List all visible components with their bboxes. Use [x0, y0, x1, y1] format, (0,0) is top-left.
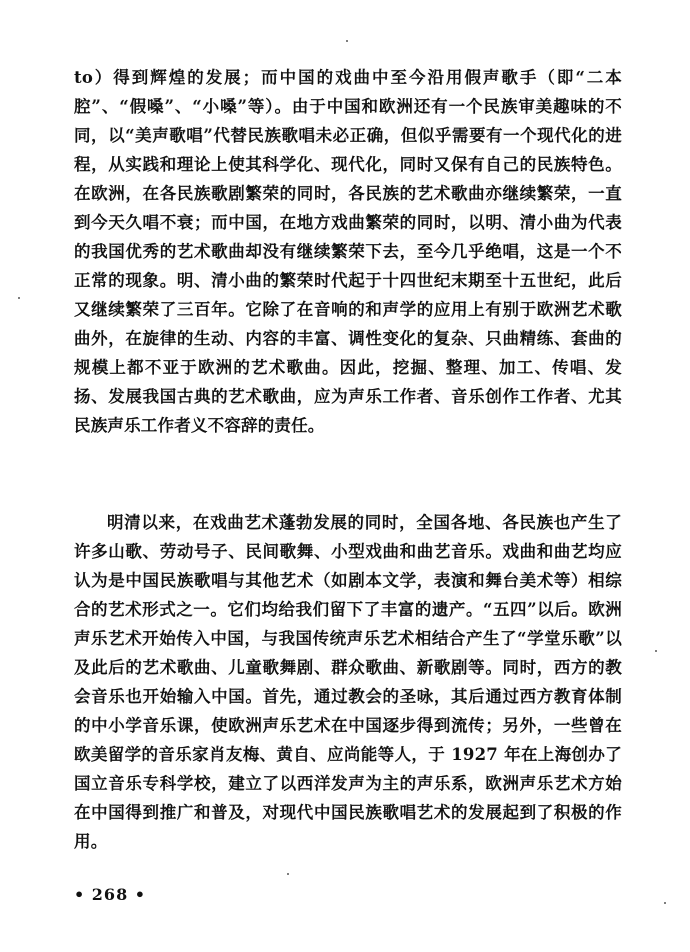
paragraph-1: to）得到辉煌的发展；而中国的戏曲中至今沿用假声歌手（即“二本腔”、“假嗓”、“小嗓”等）。由于中国和欧洲还有一个民族审美趣味的不同，以“美声歌唱”代替民族歌唱未必正确，但似乎需要有一个现代化的进程，从实践和理论上使其科学化、现代化，同时又保有自己的民族特色。在欧洲，在各民族歌剧繁荣的同时，各民族的艺术歌曲亦继续繁荣，一直到今天久唱不衰；而中国，在地方戏曲繁荣的同时，以明、清小曲为代表的我国优秀的艺术歌曲却没有继续繁荣下去，至今几乎绝唱，这是一个不正常的现象。明、清小曲的繁荣时代起于十四世纪末期至十五世纪，此后又继续繁荣了三百年。它除了在音响的和声学的应用上有别于欧洲艺术歌曲外，在旋律的生动、内容的丰富、调性变化的复杂、只曲精练、套曲的规模上都不亚于欧洲的艺术歌曲。因此，挖掘、整理、加工、传唱、发扬、发展我国古典的艺术歌曲，应为声乐工作者、音乐创作工作者、尤其民族声乐工作者义不容辞的责任。	[74, 68, 622, 435]
scan-speck	[287, 873, 289, 875]
page-number: • 268 •	[74, 885, 146, 904]
scan-speck	[655, 650, 657, 652]
paragraph-2: 明清以来，在戏曲艺术蓬勃发展的同时，全国各地、各民族也产生了许多山歌、劳动号子、民间歌舞、小型戏曲和曲艺音乐。戏曲和曲艺均应认为是中国民族歌唱与其他艺术（如剧本文学，表演和舞台美术等）相综合的艺术形式之一。它们均给我们留下了丰富的遗产。“五四”以后。欧洲声乐艺术开始传入中国，与我国传统声乐艺术相结合产生了“学堂乐歌”以及此后的艺术歌曲、儿童歌舞剧、群众歌曲、新歌剧等。同时，西方的教会音乐也开始输入中国。首先，通过教会的圣咏，其后通过西方教育体制的中小学音乐课，使欧洲声乐艺术在中国逐步得到流传；另外，一些曾在欧美留学的音乐家肖友梅、黄自、应尚能等人，于 1927 年在上海创办了国立音乐专科学校，建立了以西洋发声为主的声乐系，欧洲声乐艺术方始在中国得到推广和普及，对现代中国民族歌唱艺术的发展起到了积极的作用。	[74, 513, 622, 851]
scan-speck	[18, 297, 20, 299]
scan-speck	[664, 902, 666, 904]
scan-speck	[346, 40, 348, 42]
